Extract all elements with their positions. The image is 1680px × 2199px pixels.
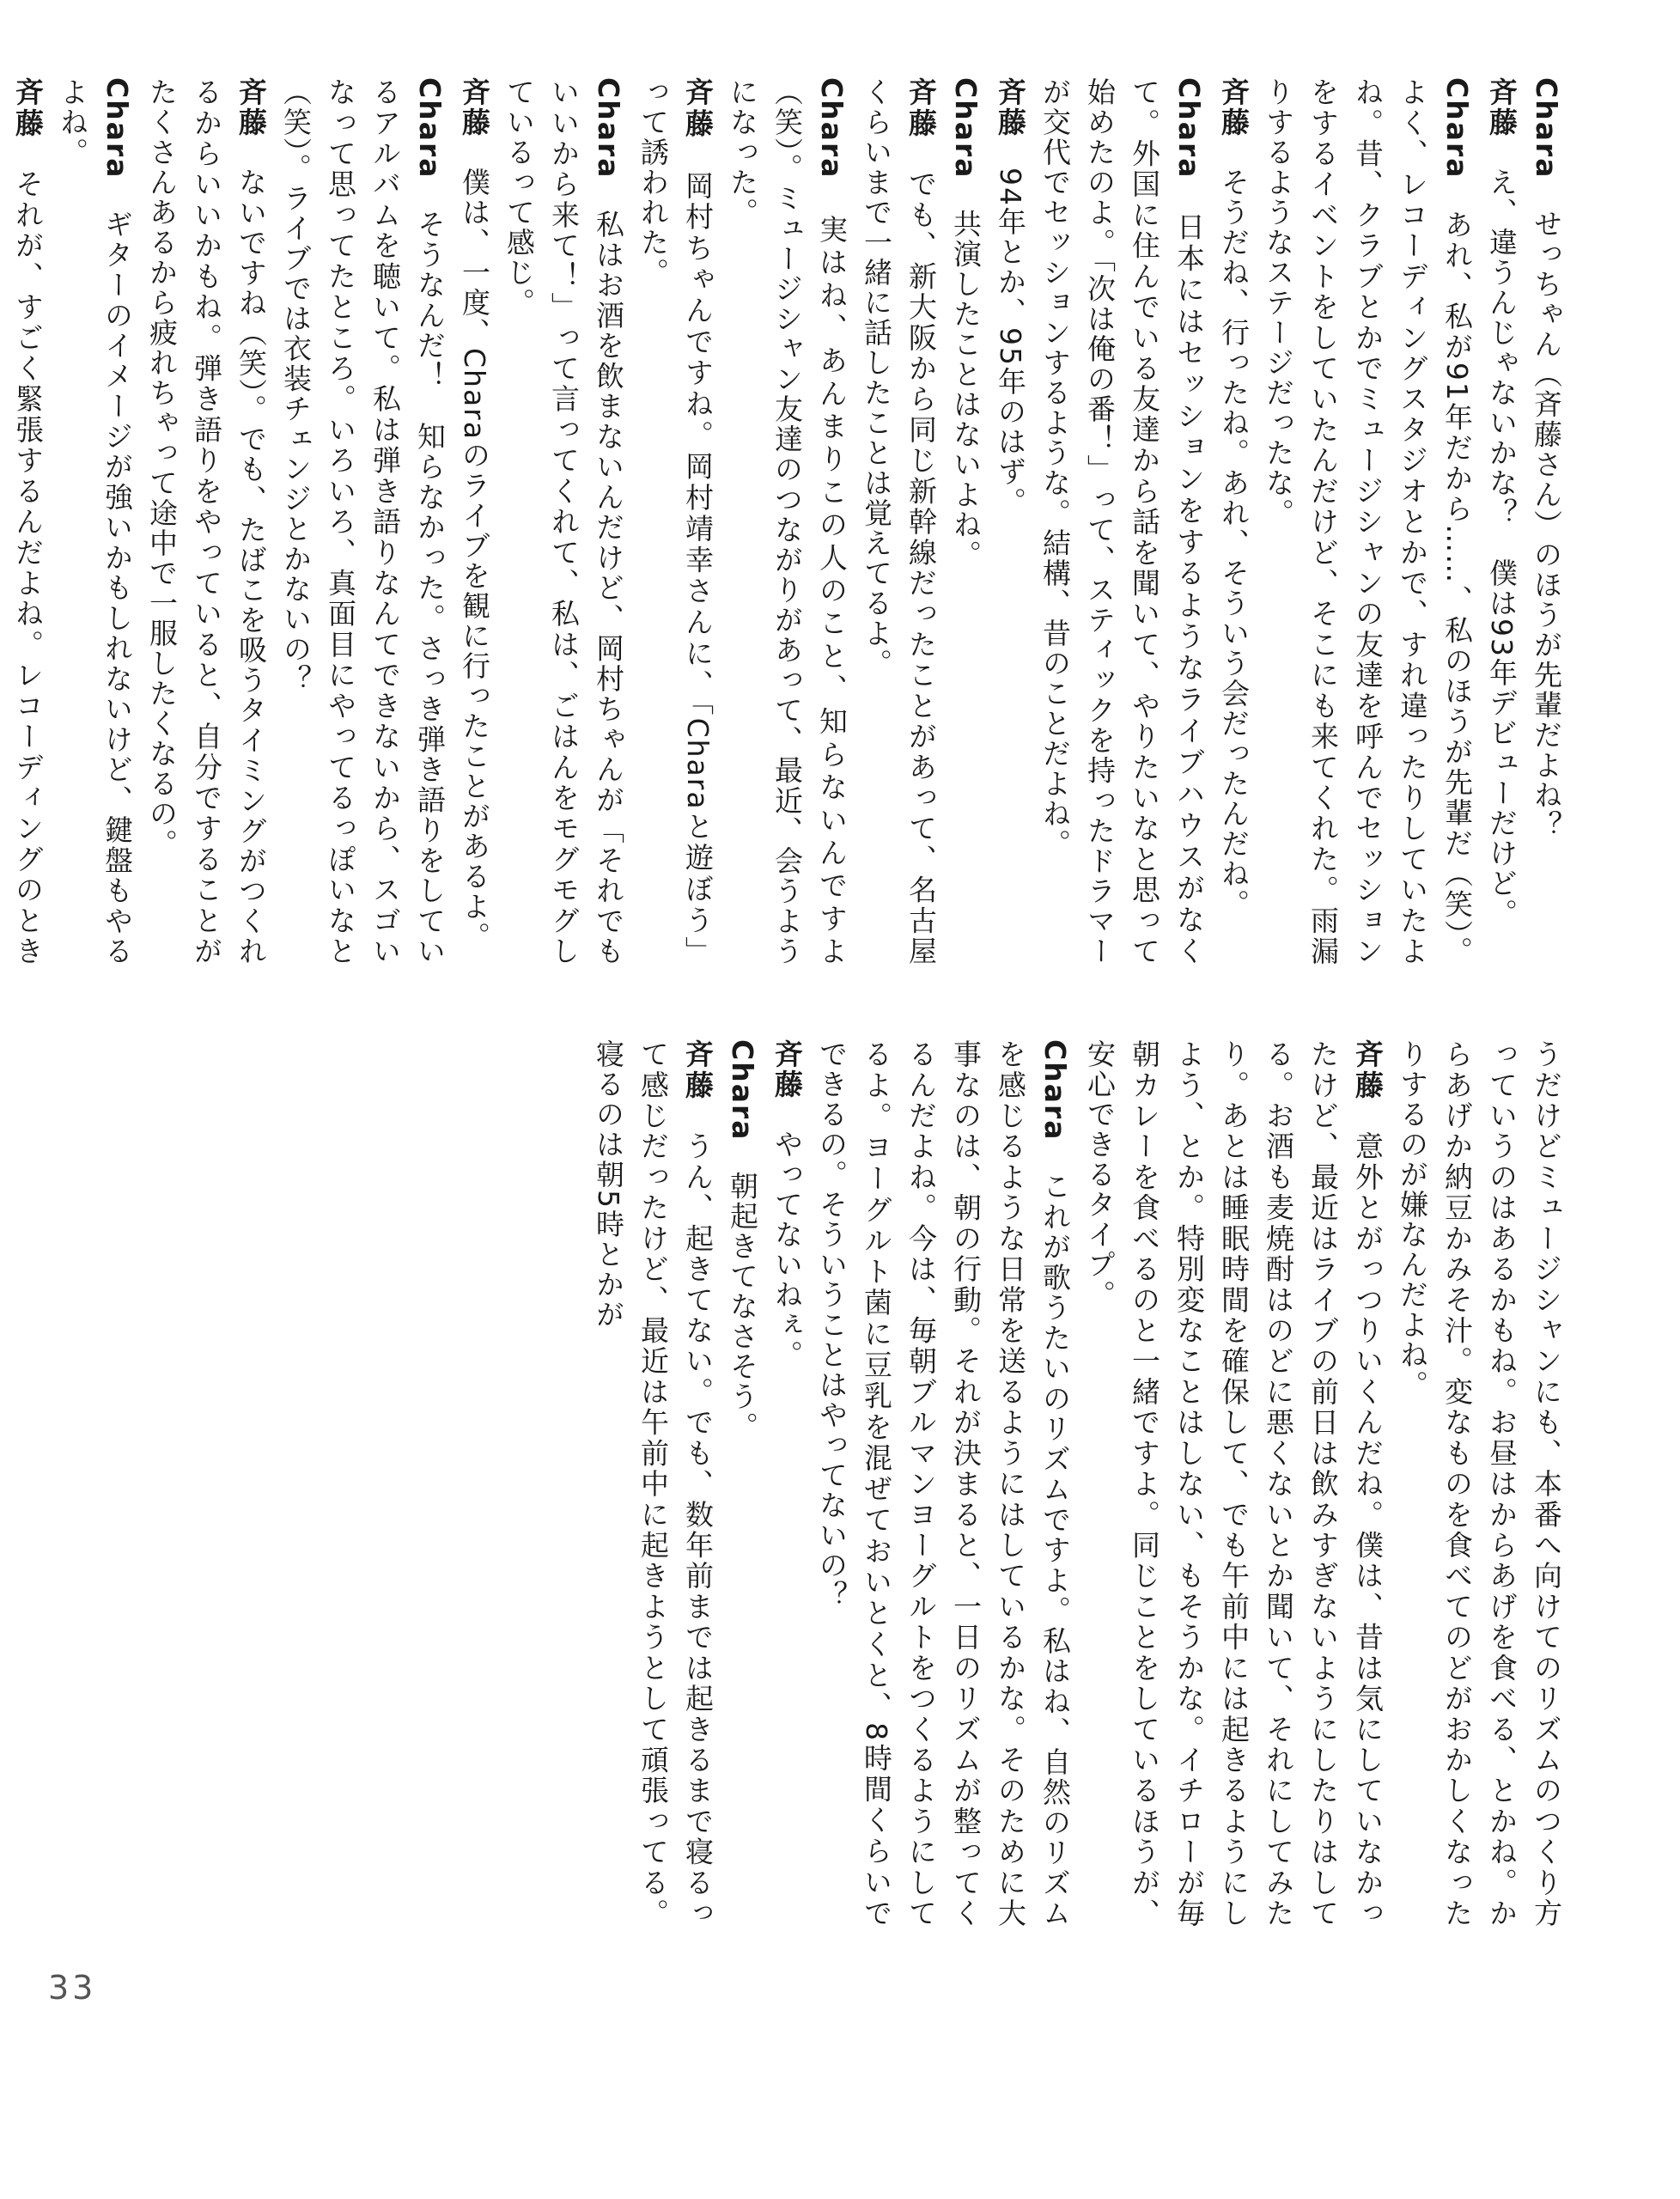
lower-text-band	[103, 1039, 1568, 1928]
dialogue-text: うん、起きてない。でも、数年前までは起きるまで寝るって感じだったけど、最近は午前中に起きようとして頑張ってる。寝るのは朝5時とかが	[592, 1039, 715, 1929]
dialogue-text: 日本にはセッションをするようなライブハウスがなくて。外国に住んでいる友達から話を聞いて、やりたいなと思って始めたのよ。「次は俺の番！」って、スティックを持ったドラマーが交代でセッションするような。結構、昔のことだよね。	[1038, 77, 1206, 967]
speaker-label: Chara	[949, 77, 983, 180]
speaker-label: Chara	[1172, 77, 1206, 180]
speaker-label: 斉藤	[904, 77, 938, 139]
speaker-label: 斉藤	[1351, 1039, 1385, 1101]
speaker-label: Chara	[1038, 1039, 1072, 1142]
speaker-label: 斉藤	[458, 77, 491, 137]
dialogue-paragraph	[50, 77, 139, 966]
dialogue-text: あれ、私が91年だから……、私のほうが先輩だ（笑）。よく、レコーディングスタジオとかで、すれ違ったりしていたよね。昔、クラブとかでミュージシャンの友達を呼んでセッションをするイベントをしていたんだけど、そこにも来てくれた。雨漏りするようなステージだったな。	[1262, 77, 1474, 967]
dialogue-paragraph	[0, 77, 50, 966]
dialogue-text: え、違うんじゃないかな？ 僕は93年デビューだけど。	[1485, 168, 1519, 929]
speaker-label: Chara	[413, 77, 447, 180]
dialogue-text: 朝起きてなさそう。	[726, 1171, 759, 1442]
speaker-label: Chara	[1440, 77, 1474, 180]
speaker-label: Chara	[726, 1039, 759, 1142]
speaker-label: 斉藤	[11, 77, 45, 139]
dialogue-paragraph	[854, 77, 943, 966]
dialogue-paragraph	[809, 1039, 1077, 1928]
page-number: 33	[48, 1969, 97, 2007]
dialogue-text: そうだね、行ったね。あれ、そういう会だったんだね。	[1217, 168, 1251, 919]
dialogue-text: 僕は、一度、Charaのライブを観に行ったことがあるよ。	[458, 168, 491, 952]
dialogue-paragraph	[1479, 77, 1524, 966]
speaker-label: 斉藤	[681, 77, 715, 140]
dialogue-paragraph	[943, 77, 988, 966]
dialogue-text: 94年とか、95年のはず。	[994, 168, 1027, 517]
dialogue-paragraph-continued	[1390, 1039, 1568, 1928]
dialogue-paragraph	[586, 1039, 720, 1928]
dialogue-text: 私はお酒を飲まないんだけど、岡村ちゃんが「それでもいいから来て！」って言ってくれて、私は、ごはんをモグモグしているって感じ。	[502, 77, 625, 967]
dialogue-text: うだけどミュージシャンにも、本番へ向けてのリズムのつくり方っていうのはあるかもね。お昼はからあげを食べる、とかね。からあげか納豆かみそ汁。変なものを食べてのどがおかしくなったりするのが嫌なんだよね。	[1396, 1039, 1563, 1928]
dialogue-paragraph	[720, 1039, 764, 1928]
dialogue-paragraph	[630, 77, 720, 966]
dialogue-text: それが、すごく緊張するんだよね。レコーディングのとき	[11, 169, 45, 967]
dialogue-paragraph	[1524, 77, 1568, 966]
speaker-label: 斉藤	[1485, 77, 1519, 137]
speaker-label: 斉藤	[234, 77, 268, 138]
dialogue-text: 共演したことはないよね。	[949, 209, 983, 570]
dialogue-paragraph	[1032, 77, 1211, 966]
dialogue-text: これが歌うたいのリズムですよ。私はね、自然のリズムを感じるような日常を送るようにはしているかな。そのために大事なのは、朝の行動。それが決まると、一日のリズムが整ってくるんだよね。今は、毎朝ブルマンヨーグルトをつくるようにしてるよ。ヨーグルト菌に豆乳を混ぜておいとくと、8時間くらいでできるの。そういうことはやってないの？	[815, 1039, 1072, 1929]
speaker-label: Chara	[815, 77, 849, 180]
speaker-label: 斉藤	[770, 1039, 804, 1100]
speaker-label: Chara	[100, 77, 134, 180]
speaker-label: 斉藤	[1217, 77, 1251, 137]
dialogue-paragraph	[1256, 77, 1479, 966]
speaker-label: Chara	[592, 77, 625, 180]
speaker-label: Chara	[1530, 77, 1563, 180]
dialogue-paragraph	[273, 77, 452, 966]
dialogue-text: 岡村ちゃんですね。岡村靖幸さんに、「Charaと遊ぼう」って誘われた。	[636, 77, 715, 967]
dialogue-text: やってないねぇ。	[770, 1130, 804, 1370]
dialogue-paragraph	[988, 77, 1032, 966]
dialogue-text: ギターのイメージが強いかもしれないけど、鍵盤もやるよね。	[56, 77, 134, 967]
dialogue-paragraph	[764, 1039, 809, 1928]
dialogue-text: ないですね（笑）。でも、たばこを吸うタイミングがつくれるからいいかもね。弾き語りをやっていると、自分ですることがたくさんあるから疲れちゃって途中で一服したくなるの。	[145, 77, 268, 967]
dialogue-text: 実はね、あんまりこの人のこと、知らないんですよ（笑）。ミュージシャン友達のつながりがあって、最近、会うようになった。	[726, 77, 849, 967]
speaker-label: 斉藤	[994, 77, 1027, 137]
dialogue-text: そうなんだ！ 知らなかった。さっき弾き語りをしているアルバムを聴いて。私は弾き語りなんてできないから、スゴいなって思ってたところ。いろいろ、真面目にやってるっぽいなと（笑）。ライブでは衣装チェンジとかないの？	[279, 77, 447, 967]
dialogue-paragraph	[1077, 1039, 1390, 1928]
speaker-label: 斉藤	[681, 1039, 715, 1101]
dialogue-paragraph	[139, 77, 273, 966]
dialogue-text: せっちゃん（斉藤さん）のほうが先輩だよね？	[1530, 209, 1563, 841]
dialogue-text: 意外とがっつりいくんだね。僕は、昔は気にしていなかったけど、最近はライブの前日は飲みすぎないようにしたりはしてる。お酒も麦焼酎はのどに悪くないとか聞いて、それにしてみたり。あとは睡眠時間を確保して、でも午前中には起きるようにしよう、とか。特別変なことはしない、もそうかな。イチローが毎朝カレーを食べるのと一緒ですよ。同じことをしているほうが、安心できるタイプ。	[1083, 1039, 1385, 1929]
dialogue-text: でも、新大阪から同じ新幹線だったことがあって、名古屋くらいまで一緒に話したことは覚えてるよ。	[860, 77, 938, 967]
dialogue-paragraph	[452, 77, 496, 966]
upper-text-band	[11, 77, 1568, 967]
dialogue-paragraph	[720, 77, 854, 966]
dialogue-paragraph	[496, 77, 630, 966]
dialogue-paragraph	[1211, 77, 1256, 966]
